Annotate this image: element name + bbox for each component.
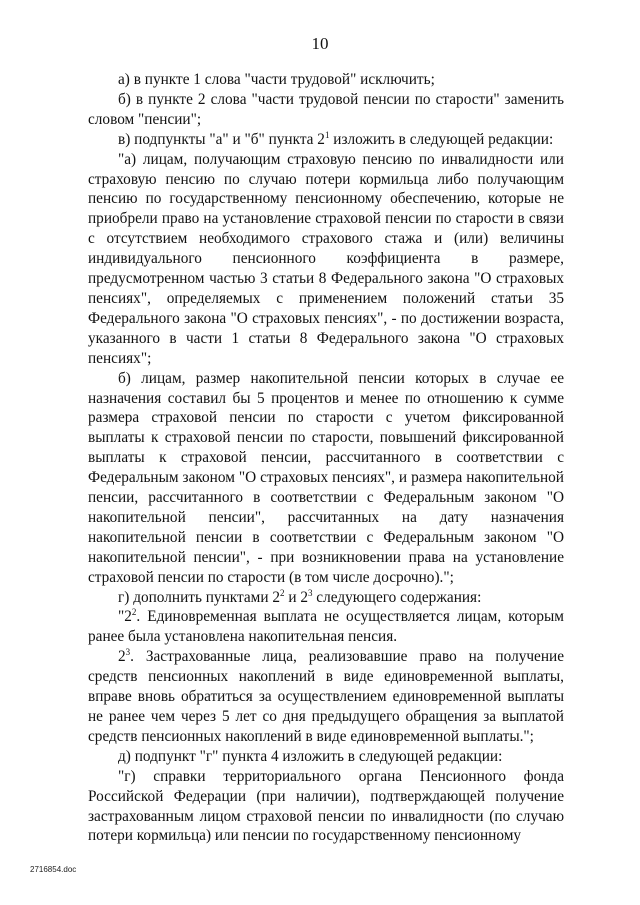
text-run: "2 bbox=[118, 608, 132, 626]
text-run: изложить в следующей редакции: bbox=[329, 130, 554, 148]
page-number: 10 bbox=[311, 34, 329, 53]
paragraph-quoted-g: "г) справки территориального органа Пенсионного фонда Российской Федерации (при наличии), подтверждающей получение застрахованным лицом страховой пенсии по инвалидности (по случаю потери кормильца) или пенсии по государственному пенсионному bbox=[88, 767, 564, 845]
paragraph-d-item-4: д) подпункт "г" пункта 4 изложить в следующей редакции: bbox=[118, 747, 503, 765]
text-run: в) подпункты "а" и "б" пункта 2 bbox=[118, 130, 325, 148]
text-run: . Единовременная выплата не осуществляется лицам, которым ранее была установлена накопительная пенсия. bbox=[88, 608, 564, 646]
paragraph-b-item-2: б) в пункте 2 слова "части трудовой пенсии по старости" заменить словом "пенсии"; bbox=[88, 90, 564, 128]
footer-filename: 2716854.doc bbox=[30, 865, 77, 874]
text-run: 2 bbox=[118, 648, 126, 666]
superscript: 2 bbox=[280, 587, 285, 598]
text-run: г) дополнить пунктами 2 bbox=[118, 588, 280, 606]
text-run: следующего содержания: bbox=[312, 588, 482, 606]
paragraph-v-subitems bbox=[88, 130, 564, 150]
paragraph-quoted-b: б) лицам, размер накопительной пенсии которых в случае ее назначения составил бы 5 процентов и менее по отношению к сумме размера страховой пенсии по старости с учетом фиксированной выплаты к страховой пенсии по старости, повышений фиксированной выплаты к страховой пенсии, рассчитанного в соответствии с Федеральным законом "О страховых пенсиях", и размера накопительной пенсии, рассчитанного в соответствии с Федеральным законом "О накопительной пенсии", рассчитанных на дату назначения накопительной пенсии в соответствии с Федеральным законом "О накопительной пенсии", - при возникновении права на установление страховой пенсии по старости (в том числе досрочно)."; bbox=[88, 369, 564, 586]
superscript: 2 bbox=[131, 607, 137, 618]
text-run: и 2 bbox=[284, 588, 308, 606]
paragraph-a-item-1: а) в пункте 1 слова "части трудовой" исключить; bbox=[118, 71, 435, 88]
superscript: 3 bbox=[125, 647, 131, 658]
superscript: 3 bbox=[307, 587, 313, 598]
paragraph-quoted-a: "а) лицам, получающим страховую пенсию по инвалидности или страховую пенсию по случаю потери кормильца либо получающим пенсию по государственному пенсионному обеспечению, которые не приобрели право на установление страховой пенсии по старости в связи с отсутствием необходимого страхового стажа и (или) величины индивидуального пенсионного коэффициента в размере, предусмотренном частью 3 статьи 8 Федерального закона "О страховых пенсиях", определяемых с применением положений статьи 35 Федерального закона "О страховых пенсиях", - по достижении возраста, указанного в части 1 статьи 8 Федерального закона "О страховых пенсиях"; bbox=[88, 150, 564, 367]
paragraph-item-2-2 bbox=[88, 607, 564, 647]
paragraph-item-2-3 bbox=[88, 647, 564, 747]
paragraph-g-add-items bbox=[88, 588, 564, 608]
document-body bbox=[88, 70, 564, 846]
text-run: . Застрахованные лица, реализовавшие право на получение средств пенсионных накоплений в виде единовременной выплаты, вправе вновь обратиться за осуществлением единовременной выплаты не ранее чем через 5 лет со дня предыдущего обращения за выплатой средств пенсионных накоплений в виде единовременной выплаты."; bbox=[88, 648, 564, 745]
superscript: 1 bbox=[324, 129, 330, 140]
